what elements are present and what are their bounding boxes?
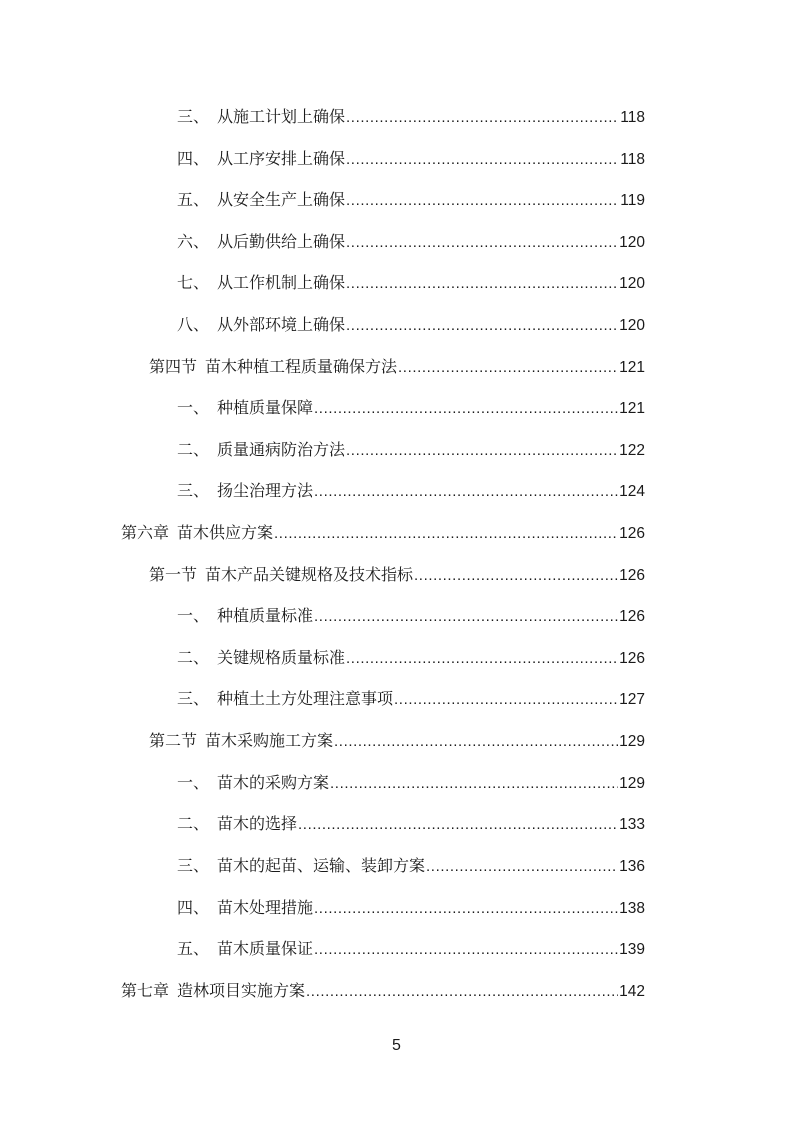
dot-leader	[314, 898, 618, 919]
toc-entry-title: 从工作机制上确保	[217, 273, 346, 292]
toc-entry-title: 苗木种植工程质量确保方法	[205, 357, 398, 376]
toc-entry-number: 四、	[177, 898, 210, 917]
toc-entry-page: 139	[619, 941, 645, 958]
toc-entry[interactable]	[177, 231, 645, 253]
toc-entry[interactable]	[177, 772, 645, 794]
toc-entry-number: 二、	[177, 814, 210, 833]
toc-entry-page: 120	[619, 275, 645, 292]
toc-entry-page: 122	[619, 442, 645, 459]
dot-leader	[398, 357, 618, 378]
toc-entry-page: 118	[620, 151, 645, 168]
toc-entry-number: 四、	[177, 149, 210, 168]
toc-entry[interactable]	[177, 688, 645, 710]
toc-entry[interactable]	[177, 148, 645, 170]
toc-entry-title: 从后勤供给上确保	[217, 232, 346, 251]
toc-entry-page: 136	[619, 858, 645, 875]
toc-entry-title: 扬尘治理方法	[217, 481, 314, 500]
toc-entry[interactable]	[177, 272, 645, 294]
toc-entry-number: 八、	[177, 315, 210, 334]
dot-leader	[346, 648, 618, 669]
toc-entry-title: 苗木采购施工方案	[205, 731, 334, 750]
toc-entry-page: 118	[620, 109, 645, 126]
toc-entry-number: 一、	[177, 773, 210, 792]
toc-entry-title: 苗木的采购方案	[217, 773, 330, 792]
toc-entry-page: 126	[619, 608, 645, 625]
toc-entry[interactable]	[177, 938, 645, 960]
toc-entry[interactable]	[177, 314, 645, 336]
toc-entry-page: 126	[619, 650, 645, 667]
toc-entry-number: 三、	[177, 689, 210, 708]
dot-leader	[346, 107, 619, 128]
dot-leader	[414, 565, 618, 586]
toc-entry-page: 133	[619, 816, 645, 833]
toc-entry-page: 121	[619, 400, 645, 417]
toc-entry-number: 六、	[177, 232, 210, 251]
toc-entry[interactable]	[149, 730, 645, 752]
page-number: 5	[392, 1037, 401, 1054]
dot-leader	[346, 190, 619, 211]
dot-leader	[314, 481, 618, 502]
dot-leader	[298, 814, 618, 835]
toc-entry-title: 从安全生产上确保	[217, 190, 346, 209]
toc-entry[interactable]	[121, 980, 645, 1002]
toc-entry-title: 苗木产品关键规格及技术指标	[205, 565, 414, 584]
dot-leader	[274, 523, 618, 544]
toc-entry[interactable]	[177, 813, 645, 835]
dot-leader	[314, 939, 618, 960]
toc-entry[interactable]	[177, 439, 645, 461]
toc-entry-page: 119	[620, 192, 645, 209]
toc-entry-page: 142	[619, 983, 645, 1000]
toc-entry-number: 一、	[177, 398, 210, 417]
dot-leader	[346, 440, 618, 461]
dot-leader	[346, 273, 618, 294]
toc-entry-number: 二、	[177, 648, 210, 667]
toc-entry-number: 五、	[177, 190, 210, 209]
toc-entry-number: 第四节	[149, 357, 198, 376]
toc-entry-number: 三、	[177, 856, 210, 875]
dot-leader	[314, 398, 618, 419]
toc-entry-number: 第二节	[149, 731, 198, 750]
toc-entry[interactable]	[177, 647, 645, 669]
toc-entry-title: 从工序安排上确保	[217, 149, 346, 168]
toc-entry-number: 二、	[177, 440, 210, 459]
toc-entry-page: 121	[619, 359, 645, 376]
dot-leader	[346, 149, 619, 170]
toc-entry-page: 120	[619, 317, 645, 334]
toc-entry-number: 三、	[177, 107, 210, 126]
toc-entry[interactable]	[177, 189, 645, 211]
toc-entry-page: 120	[619, 234, 645, 251]
toc-entry-number: 一、	[177, 606, 210, 625]
toc-entry[interactable]	[149, 356, 645, 378]
toc-entry-page: 126	[619, 525, 645, 542]
toc-entry[interactable]	[177, 897, 645, 919]
toc-entry-title: 种植土土方处理注意事项	[217, 689, 394, 708]
toc-entry-number: 五、	[177, 939, 210, 958]
dot-leader	[346, 315, 618, 336]
toc-entry-title: 造林项目实施方案	[177, 981, 306, 1000]
toc-entry-title: 苗木供应方案	[177, 523, 274, 542]
toc-entry-number: 第七章	[121, 981, 170, 1000]
toc-entry[interactable]	[177, 605, 645, 627]
toc-entry-title: 苗木处理措施	[217, 898, 314, 917]
toc-entry[interactable]	[177, 106, 645, 128]
toc-entry-title: 关键规格质量标准	[217, 648, 346, 667]
toc-entry-title: 从外部环境上确保	[217, 315, 346, 334]
toc-entry-title: 种植质量标准	[217, 606, 314, 625]
toc-entry-page: 126	[619, 567, 645, 584]
toc-entry-page: 124	[619, 483, 645, 500]
toc-entry-title: 种植质量保障	[217, 398, 314, 417]
toc-entry[interactable]	[177, 855, 645, 877]
dot-leader	[334, 731, 618, 752]
toc-entry-page: 127	[619, 691, 645, 708]
toc-entry[interactable]	[121, 522, 645, 544]
toc-entry-number: 第一节	[149, 565, 198, 584]
toc-entry-title: 苗木的起苗、运输、装卸方案	[217, 856, 426, 875]
toc-entry-title: 从施工计划上确保	[217, 107, 346, 126]
dot-leader	[330, 773, 618, 794]
toc-entry-page: 138	[619, 900, 645, 917]
dot-leader	[346, 232, 618, 253]
dot-leader	[426, 856, 618, 877]
toc-entry-page: 129	[619, 733, 645, 750]
dot-leader	[314, 606, 618, 627]
toc-entry-title: 苗木质量保证	[217, 939, 314, 958]
toc-entry-number: 第六章	[121, 523, 170, 542]
toc-entry-page: 129	[619, 775, 645, 792]
toc-entry-title: 质量通病防治方法	[217, 440, 346, 459]
toc-entry[interactable]	[177, 397, 645, 419]
dot-leader	[394, 689, 618, 710]
toc-entry-title: 苗木的选择	[217, 814, 298, 833]
dot-leader	[306, 981, 618, 1002]
toc-entry-number: 七、	[177, 273, 210, 292]
toc-entry[interactable]	[149, 564, 645, 586]
toc-entry[interactable]	[177, 480, 645, 502]
toc-entry-number: 三、	[177, 481, 210, 500]
